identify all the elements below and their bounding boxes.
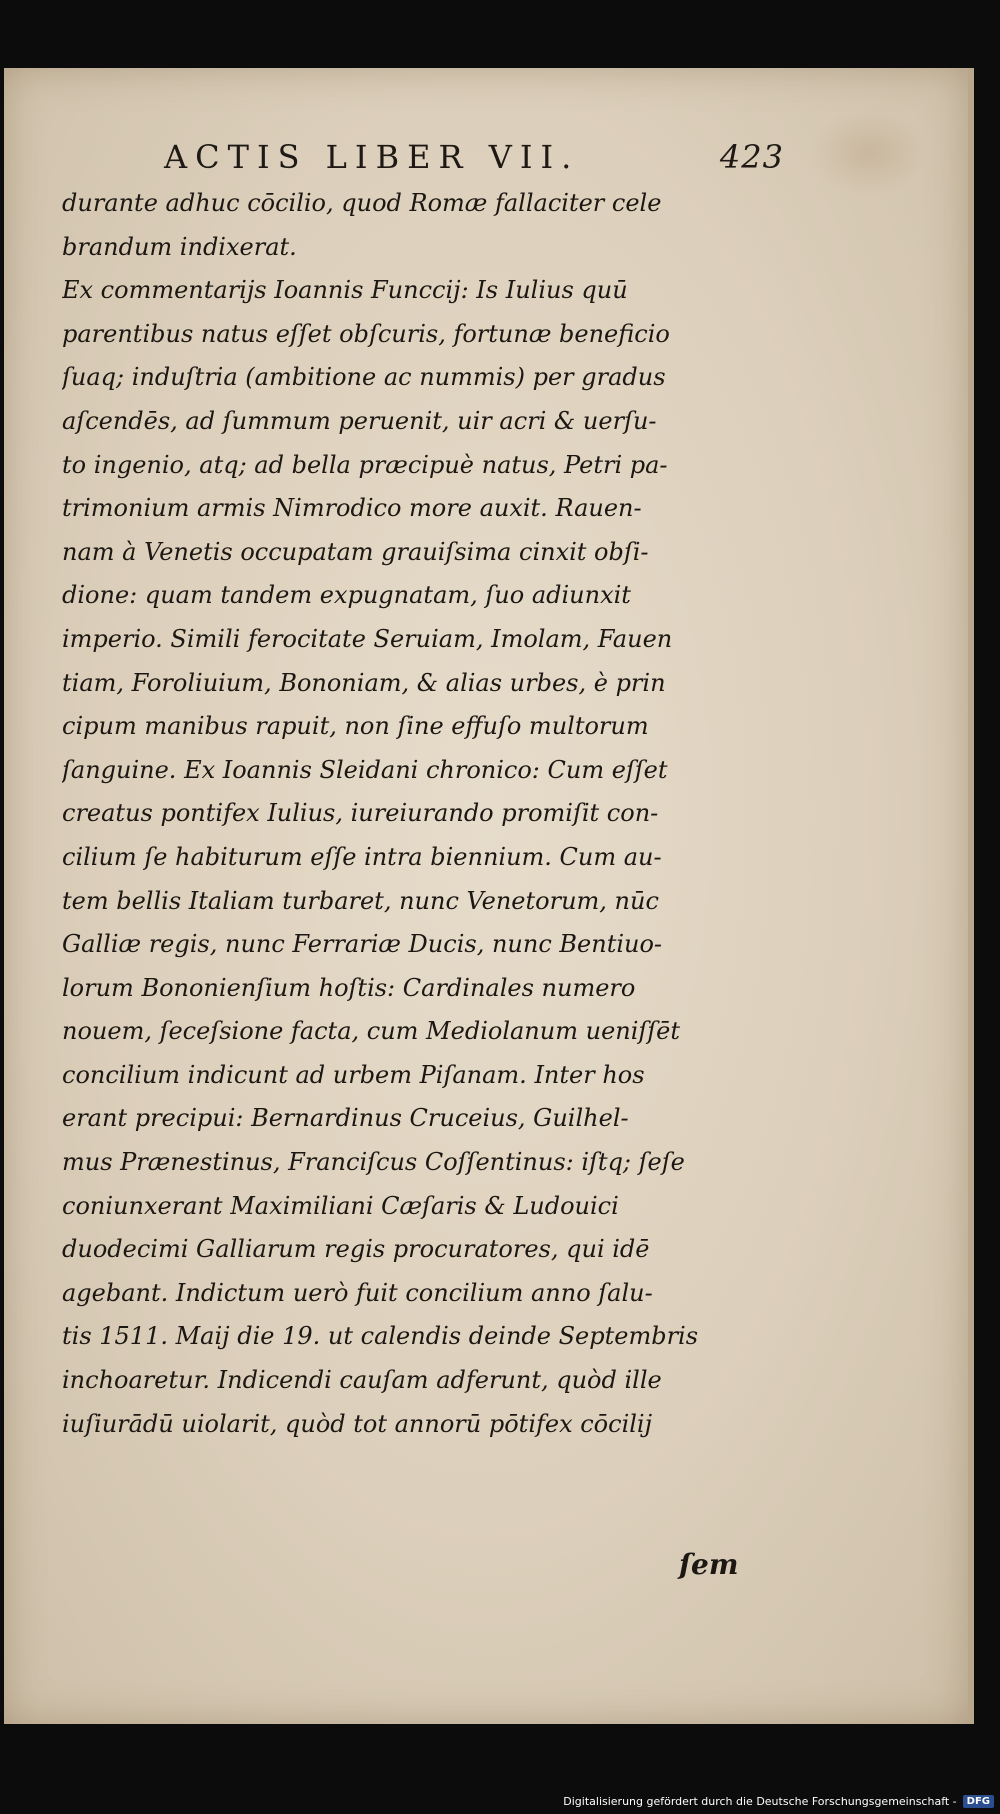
text-line: agebant. Indictum uerò fuit concilium anno ſalu- (62, 1278, 653, 1307)
body-text (62, 182, 732, 1446)
text-line: Galliæ regis, nunc Ferrariæ Ducis, nunc Bentiuo- (62, 930, 663, 959)
text-line: ſanguine. Ex Ioannis Sleidani chronico: Cum eſſet (62, 755, 668, 784)
text-line: mus Prænestinus, Franciſcus Coſſentinus: iſtq; ſeſe (62, 1148, 685, 1177)
text-line: nouem, ſeceſsione facta, cum Mediolanum ueniſſēt (62, 1017, 681, 1046)
book-page (4, 68, 974, 1724)
text-line: lorum Bononienſium hoſtis: Cardinales numero (62, 973, 636, 1002)
text-line: inchoaretur. Indicendi cauſam adferunt, quòd ille (62, 1366, 662, 1395)
running-head (164, 138, 784, 176)
dfg-logo-icon: DFG (963, 1795, 994, 1808)
text-line: to ingenio, atq; ad bella præcipuè natus, Petri pa- (62, 450, 668, 479)
text-line: Ex commentarijs Ioannis Funccij: Is Iulius quū (62, 276, 628, 305)
text-line: durante adhuc cōcilio, quod Romæ fallaciter cele (62, 189, 662, 217)
text-line: tis 1511. Maij die 19. ut calendis deinde Septembris (62, 1322, 699, 1351)
text-line: parentibus natus eſſet obſcuris, fortunæ beneficio (62, 319, 670, 348)
running-head-title: ACTIS LIBER VII. (164, 138, 580, 176)
paper-stain (808, 108, 928, 198)
text-line: brandum indixerat. (62, 232, 297, 261)
text-line: trimonium armis Nimrodico more auxit. Rauen- (62, 494, 642, 523)
text-line: tem bellis Italiam turbaret, nunc Venetorum, nūc (62, 886, 659, 915)
digitization-credit (563, 1790, 994, 1812)
catchword: ſem (679, 1548, 739, 1581)
text-line: coniunxerant Maximiliani Cæſaris & Ludouici (62, 1191, 619, 1220)
text-line: creatus pontifex Iulius, iureiurando promiſit con- (62, 799, 659, 828)
text-line: cipum manibus rapuit, non ſine effuſo multorum (62, 712, 649, 741)
text-line: erant precipui: Bernardinus Cruceius, Guilhel- (62, 1104, 629, 1133)
text-line: imperio. Simili ferocitate Seruiam, Imolam, Fauen (62, 624, 673, 653)
text-line: dione: quam tandem expugnatam, ſuo adiunxit (62, 581, 631, 610)
text-line: cilium ſe habiturum eſſe intra biennium. Cum au- (62, 842, 662, 871)
page-number: 423 (719, 138, 784, 176)
text-line: concilium indicunt ad urbem Piſanam. Inter hos (62, 1060, 645, 1089)
text-line: iuſiurādū uiolarit, quòd tot annorū pōtifex cōcilij (62, 1409, 653, 1438)
text-line: duodecimi Galliarum regis procuratores, qui idē (62, 1235, 650, 1264)
text-line: nam à Venetis occupatam grauiſsima cinxit obſi- (62, 537, 649, 566)
text-line: ſuaq; induſtria (ambitione ac nummis) per gradus (62, 363, 666, 392)
text-line: aſcendēs, ad ſummum peruenit, uir acri & uerſu- (62, 406, 657, 435)
text-line: tiam, Foroliuium, Bononiam, & alias urbes, è prin (62, 668, 666, 697)
credit-text: Digitalisierung gefördert durch die Deutsche Forschungsgemeinschaft - (563, 1794, 957, 1808)
